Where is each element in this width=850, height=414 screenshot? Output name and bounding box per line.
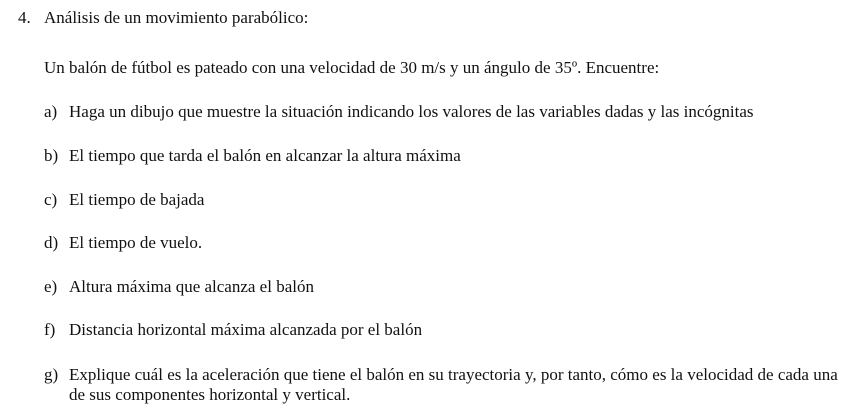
item-letter: g) <box>44 365 59 384</box>
item-text: El tiempo de bajada <box>69 190 205 209</box>
item-text: Distancia horizontal máxima alcanzada por el balón <box>69 320 423 339</box>
list-item-b <box>44 146 461 166</box>
item-text: Haga un dibujo que muestre la situación indicando los valores de las variables dadas y las incógnitas <box>69 102 754 121</box>
problem-statement: Un balón de fútbol es pateado con una velocidad de 30 m/s y un ángulo de 35º. Encuentre: <box>44 58 660 77</box>
list-item-f <box>44 320 422 340</box>
item-letter: a) <box>44 102 58 121</box>
item-letter: f) <box>44 320 56 339</box>
item-letter: c) <box>44 190 58 209</box>
item-text: Explique cuál es la aceleración que tiene el balón en su trayectoria y, por tanto, cómo es la velocidad de cada una de sus componentes horizontal y vertical. <box>69 365 838 404</box>
item-text: Altura máxima que alcanza el balón <box>69 277 314 296</box>
list-item-c <box>44 190 204 210</box>
item-text: El tiempo de vuelo. <box>69 233 203 252</box>
list-item-g <box>44 365 845 405</box>
list-item-a <box>44 102 754 122</box>
problem-title: Análisis de un movimiento parabólico: <box>44 8 309 27</box>
item-letter: d) <box>44 233 59 252</box>
list-item-d <box>44 233 202 253</box>
item-text: El tiempo que tarda el balón en alcanzar la altura máxima <box>69 146 461 165</box>
list-item-e <box>44 277 314 297</box>
problem-number: 4. <box>18 8 31 27</box>
problem-header <box>18 8 308 28</box>
item-letter: b) <box>44 146 59 165</box>
item-letter: e) <box>44 277 58 296</box>
